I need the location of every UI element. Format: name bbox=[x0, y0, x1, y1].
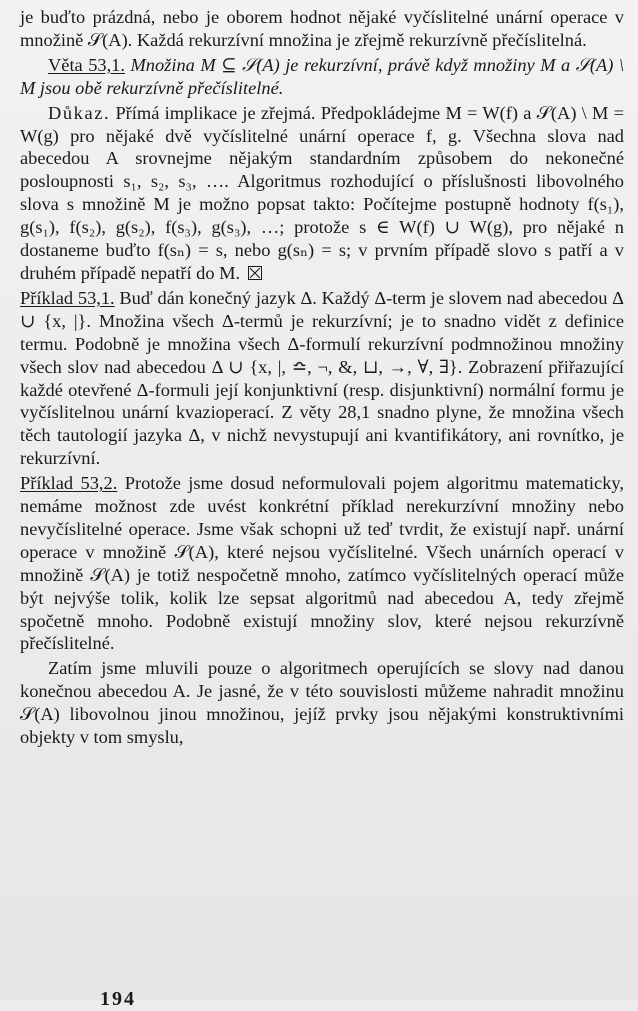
proof-paragraph bbox=[20, 102, 624, 285]
proof-heading: Důkaz. bbox=[48, 102, 111, 123]
example-text: Buď dán konečný jazyk Δ. Každý Δ-term je slovem nad abecedou Δ ∪ {x, |}. Množina všech Δ-termů je rekurzívní; je to snadno vidět z definice termu. Podobně je množina všech Δ-formulí rekurzívní podmnožinou množiny všech slov nad abecedou Δ ∪ {x, |, ≏, ¬, &, ⊔, →, ∀, ∃}. Zobrazení přiřazující každé otevřené Δ-formuli její konjunktivní (resp. disjunktivní) normální formu je vyčíslitelnou unární kvazioperací. Z věty 28,1 snadno plyne, že množina všech těch tautologií jazyka Δ, v nichž nevystupují ani kvantifikátory, ani rovnítko, je rekurzívní. bbox=[20, 287, 624, 469]
example-53-2 bbox=[20, 472, 624, 655]
theorem-heading: Věta 53,1. bbox=[48, 54, 125, 75]
paragraph-final: Zatím jsme mluvili pouze o algoritmech operujících se slovy nad danou konečnou abecedou A. Je jasné, že v této souvislosti můžeme nahradit množinu 𝒮(A) libovolnou jinou množinou, jejíž prvky jsou nějakými konstruktivními objekty v tom smyslu, bbox=[20, 658, 624, 748]
theorem-53-1 bbox=[20, 54, 624, 100]
theorem-statement: Množina M ⊆ 𝒮(A) je rekurzívní, právě když množiny M a 𝒮(A) \ M jsou obě rekurzívně přečíslitelné. bbox=[20, 54, 624, 98]
example-heading: Příklad 53,2. bbox=[20, 473, 118, 494]
qed-box-icon bbox=[248, 266, 262, 280]
page-number: 194 bbox=[100, 988, 136, 1010]
proof-text: Přímá implikace je zřejmá. Předpokládejme M = W(f) a 𝒮(A) \ M = W(g) pro nějaké dvě vyčíslitelné unární operace f, g. Všechna slova nad abecedou A srovnejme nějakým standardním způsobem do nekonečné posloupnosti s₁, s₂, s₃, …. Algoritmus rozhodující o příslušnosti libovolného slova s množině M je možno popsat takto: Počítejme postupně hodnoty f(s₁), g(s₁), f(s₂), g(s₂), f(s₃), g(s₃), …; protože s ∈ W(f) ∪ W(g), pro nějaké n dostaneme buďto f(sₙ) = s, nebo g(sₙ) = s; v prvním případě slovo s patří a v druhém případě nepatří do M. bbox=[20, 102, 624, 283]
example-53-1 bbox=[20, 287, 624, 470]
paragraph-continuation: je buďto prázdná, nebo je oborem hodnot nějaké vyčíslitelné unární operace v množině 𝒮(A). Každá rekurzívní množina je zřejmě rekurzívně přečíslitelná. bbox=[20, 7, 624, 50]
example-heading: Příklad 53,1. bbox=[20, 287, 115, 308]
example-text: Protože jsme dosud neformulovali pojem algoritmu matematicky, nemáme možnost zde uvést konkrétní příklad nerekurzívní množiny nebo nevyčíslitelné operace. Jsme však schopni už teď tvrdit, že existují např. unární operace v množině 𝒮(A), které nejsou vyčíslitelné. Všech unárních operací v množině 𝒮(A) je totiž nespočetně mnoho, zatímco vyčíslitelných operací může být nejvýše tolik, kolik lze sepsat algoritmů nad abecedou A, tedy zřejmě spočetně mnoho. Podobně existují množiny slov, které nejsou rekurzívně přečíslitelné. bbox=[20, 473, 624, 654]
